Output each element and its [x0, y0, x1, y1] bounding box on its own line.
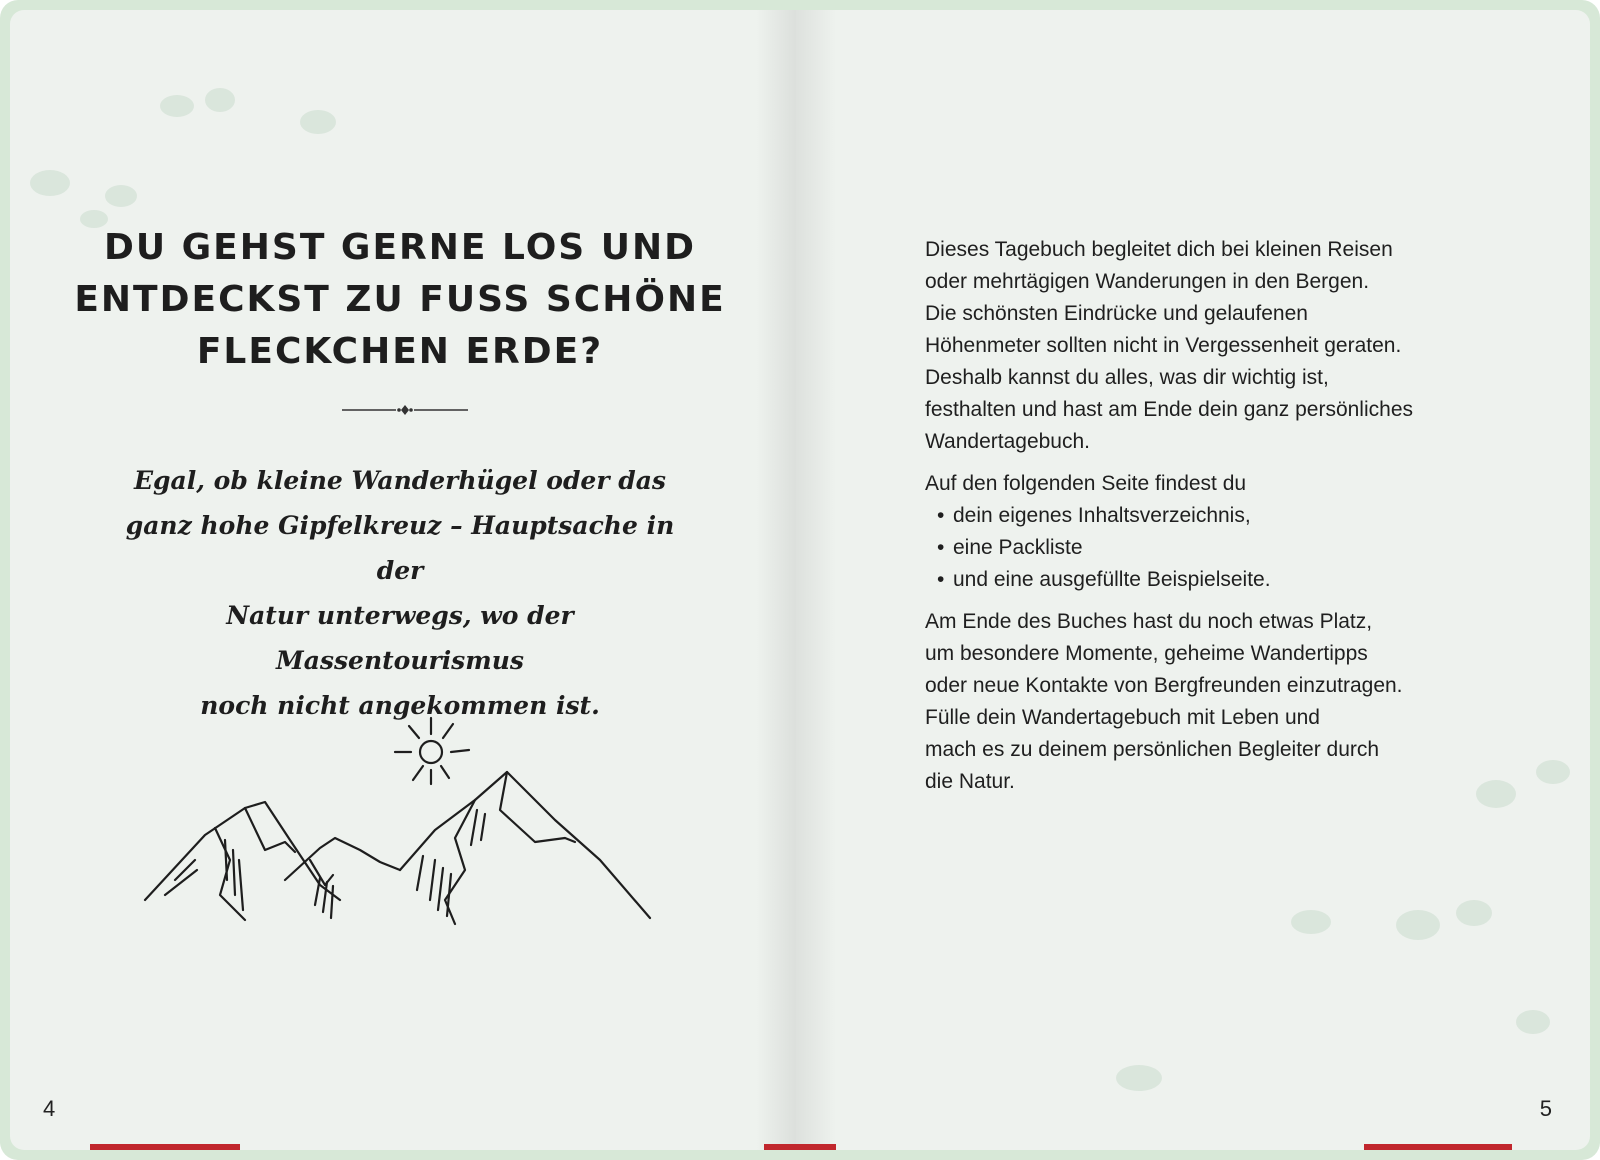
text-line: oder neue Kontakte von Bergfreunden einzutragen.	[925, 674, 1403, 697]
left-page	[10, 10, 796, 1150]
intro-paragraph	[925, 234, 1485, 458]
page-number-left: 4	[43, 1096, 56, 1121]
ribbon-mark	[796, 1144, 836, 1150]
list-item: • dein eigenes Inhaltsverzeichnis,	[925, 500, 1485, 532]
mountains-with-sun-icon	[135, 710, 655, 940]
list-item: • eine Packliste	[925, 532, 1485, 564]
contents-list	[925, 500, 1485, 596]
list-intro: Auf den folgenden Seite findest du	[925, 472, 1247, 495]
heading-line: ENTDECKST ZU FUSS SCHÖNE	[74, 279, 726, 320]
heading-line: DU GEHST GERNE LOS UND	[103, 227, 696, 268]
list-item: • und eine ausgefüllte Beispielseite.	[925, 564, 1485, 596]
closing-paragraph	[925, 606, 1485, 798]
quote-line: Natur unterwegs, wo der Massentourismus	[226, 601, 574, 675]
quote-line: noch nicht angekommen ist.	[200, 691, 600, 720]
text-line: Fülle dein Wandertagebuch mit Leben und	[925, 706, 1320, 729]
text-line: Wandertagebuch.	[925, 430, 1090, 453]
intro-quote	[100, 458, 700, 728]
text-line: Die schönsten Eindrücke und gelaufenen	[925, 302, 1308, 325]
right-page	[796, 10, 1590, 1150]
text-line: Deshalb kannst du alles, was dir wichtig ist,	[925, 366, 1329, 389]
text-line: mach es zu deinem persönlichen Begleiter durch	[925, 738, 1380, 761]
page-number-right: 5	[1539, 1096, 1552, 1121]
ornament-divider-icon	[340, 402, 470, 418]
heading-line: FLECKCHEN ERDE?	[196, 331, 604, 372]
text-line: Höhenmeter sollten nicht in Vergessenheit geraten.	[925, 334, 1402, 357]
text-line: Am Ende des Buches hast du noch etwas Platz,	[925, 610, 1373, 633]
text-line: festhalten und hast am Ende dein ganz persönliches	[925, 398, 1413, 421]
ribbon-mark	[90, 1144, 240, 1150]
body-text	[925, 234, 1485, 808]
text-line: oder mehrtägigen Wanderungen in den Bergen.	[925, 270, 1370, 293]
ribbon-mark	[764, 1144, 796, 1150]
text-line: um besondere Momente, geheime Wandertipps	[925, 642, 1368, 665]
ribbon-mark	[1364, 1144, 1512, 1150]
text-line: die Natur.	[925, 770, 1015, 793]
page-heading	[70, 222, 730, 378]
quote-line: ganz hohe Gipfelkreuz – Hauptsache in der	[125, 511, 675, 585]
text-line: Dieses Tagebuch begleitet dich bei kleinen Reisen	[925, 238, 1393, 261]
quote-line: Egal, ob kleine Wanderhügel oder das	[134, 466, 666, 495]
